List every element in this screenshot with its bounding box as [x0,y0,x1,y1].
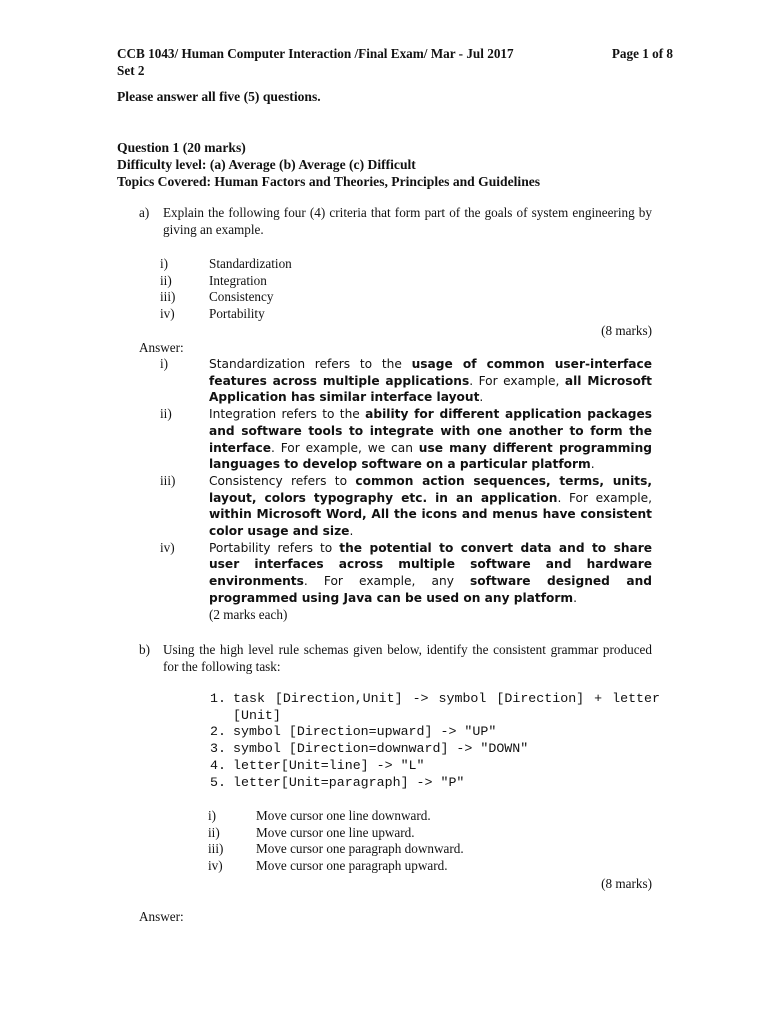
part-b-marks: (8 marks) [601,876,652,891]
rule-item: 3. symbol [Direction=downward] -> "DOWN" [210,741,529,757]
list-item: iv) Portability [160,305,265,321]
rule-schemas [210,691,660,791]
part-a-label: a) [139,205,150,220]
part-b-answer-label: Answer: [139,909,184,924]
page-number: Page 1 of 8 [611,46,673,61]
part-b-question [139,642,652,675]
question-title: Question 1 (20 marks) [117,140,246,155]
rule-item: 4. letter[Unit=line] -> "L" [210,757,425,773]
task-item: ii) Move cursor one line upward. [208,824,415,840]
topics-covered: Topics Covered: Human Factors and Theories, Principles and Guidelines [117,174,541,189]
page-header [117,46,673,79]
exam-set: Set 2 [117,62,145,78]
list-item: iii) Consistency [160,289,274,305]
list-item: i) Standardization [160,256,292,271]
part-a-text: Explain the following four (4) criteria that form part of the goals of system engineering by giving an example. [163,205,652,237]
rule-item: 2. symbol [Direction=upward] -> "UP" [210,724,497,740]
answer-item: iii) Consistency refers to common action sequences, terms, units, layout, colors typography etc. in an application. For example, within Microsoft Word, All the icons and menus have consistent color usage and size. [160,472,653,539]
answer-item: iv) Portability refers to the potential to convert data and to share user interfaces across multiple software and hardware environments. For example, any software designed and programmed using Java can be used on any platform. [160,539,652,605]
question-1-header [117,139,540,190]
difficulty-level: Difficulty level: (a) Average (b) Average (c) Difficult [117,157,416,172]
exam-title: CCB 1043/ Human Computer Interaction /Final Exam/ Mar - Jul 2017 [117,46,514,61]
answer-marks: (2 marks each) [209,606,288,622]
answer-item: i) Standardization refers to the usage of common user-interface features across multiple applications. For example, all Microsoft Application has similar interface layout. [160,356,652,405]
instruction: Please answer all five (5) questions. [117,89,321,104]
part-a-answers [160,356,652,623]
rule-item: 1. task [Direction,Unit] -> symbol [Direction] + letter [Unit] [210,691,660,723]
part-a-criteria-list [160,256,652,322]
answer-item: ii) Integration refers to the ability for different application packages and software tools to integrate with one another to form the interface. For example, we can use many different programming languages to develop software on a particular platform. [160,406,652,472]
part-b-text: Using the high level rule schemas given below, identify the consistent grammar produced for the following task: [163,642,652,674]
list-item: ii) Integration [160,272,267,288]
task-item: i) Move cursor one line downward. [208,808,431,823]
part-b-label: b) [139,642,150,657]
rule-item: 5. letter[Unit=paragraph] -> "P" [210,774,465,790]
part-a-answer-label: Answer: [139,340,184,355]
part-a-question [139,205,652,238]
task-item: iv) Move cursor one paragraph upward. [208,857,448,873]
task-list [208,808,608,874]
part-a-marks: (8 marks) [601,323,652,338]
task-item: iii) Move cursor one paragraph downward. [208,841,464,857]
